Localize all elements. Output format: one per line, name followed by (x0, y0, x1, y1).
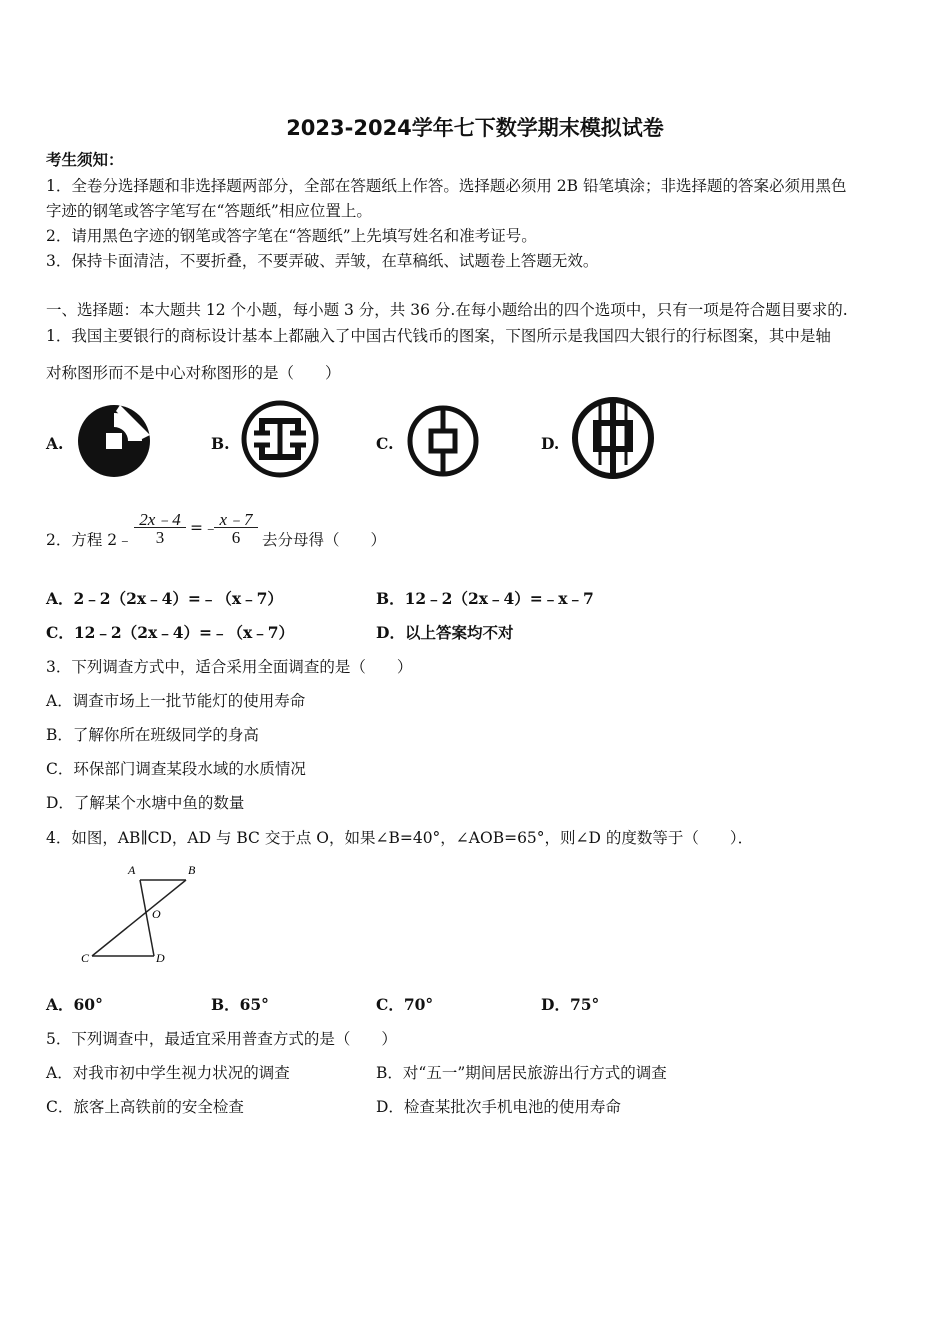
q1-option-a-label: A. (46, 434, 64, 453)
q4-option-d: D．75° (541, 995, 600, 1014)
section-heading: 一、选择题：本大题共 12 个小题，每小题 3 分，共 36 分.在每小题给出的四个选项中，只有一项是符合题目要求的. (46, 301, 848, 319)
q1-stem-line-1: 1．我国主要银行的商标设计基本上都融入了中国古代钱币的图案，下图所示是我国四大银行的行标图案，其中是轴 (46, 327, 831, 345)
abc-logo-icon (405, 403, 481, 479)
q2-equals-sign: =﹣ (190, 519, 219, 537)
q5-option-b: B．对“五一”期间居民旅游出行方式的调查 (376, 1064, 667, 1082)
q4-geometry-figure (76, 860, 206, 970)
icbc-logo-icon (240, 399, 320, 479)
q2-fraction-1-denominator: 3 (155, 528, 165, 547)
q2-stem-prefix: 2．方程 2﹣ (46, 531, 133, 549)
q1-stem-line-2: 对称图形而不是中心对称图形的是（ ） (46, 364, 341, 382)
q2-option-a: A．2﹣2（2x﹣4）=﹣（x﹣7） (46, 589, 283, 608)
notice-heading: 考生须知： (46, 150, 124, 169)
q2-fraction-2 (214, 505, 258, 550)
page-title: 2023-2024学年七下数学期末模拟试卷 (286, 116, 664, 140)
q1-option-c-label: C. (376, 434, 394, 453)
q2-option-b: B．12﹣2（2x﹣4）=﹣x﹣7 (376, 589, 594, 608)
q4-point-d-label: D (156, 951, 165, 965)
q2-stem-suffix: 去分母得（ ） (262, 531, 387, 549)
notice-item-3: 3．保持卡面清洁，不要折叠，不要弄破、弄皱，在草稿纸、试题卷上答题无效。 (46, 252, 599, 270)
notice-item-2: 2．请用黑色字迹的钢笔或答字笔在“答题纸”上先填写姓名和准考证号。 (46, 227, 537, 245)
q3-option-a: A．调查市场上一批节能灯的使用寿命 (46, 692, 306, 710)
q5-option-d: D．检查某批次手机电池的使用寿命 (376, 1098, 621, 1116)
q4-point-a-label: A (128, 863, 136, 877)
q1-option-b-label: B. (211, 434, 230, 453)
q4-stem: 4．如图，AB∥CD，AD 与 BC 交于点 O，如果∠B=40°，∠AOB=65°，则∠D 的度数等于（ ）． (46, 829, 754, 847)
q2-fraction-1 (134, 505, 186, 550)
q2-option-c: C．12﹣2（2x﹣4）=﹣（x﹣7） (46, 623, 295, 642)
q3-option-d: D．了解某个水塘中鱼的数量 (46, 794, 245, 812)
q2-fraction-2-denominator: 6 (231, 528, 241, 547)
q5-option-a: A．对我市初中学生视力状况的调查 (46, 1064, 290, 1082)
notice-item-1-line-2: 字迹的钢笔或答字笔写在“答题纸”相应位置上。 (46, 202, 372, 220)
q4-option-c: C．70° (376, 995, 434, 1014)
q4-option-a: A．60° (46, 995, 103, 1014)
q2-fraction-1-numerator: 2x﹣4 (139, 510, 181, 529)
q3-option-b: B．了解你所在班级同学的身高 (46, 726, 259, 744)
q3-stem: 3．下列调查方式中，适合采用全面调查的是（ ） (46, 658, 413, 676)
ccb-logo-icon (76, 403, 152, 479)
q1-option-d-label: D. (541, 434, 560, 453)
q4-point-b-label: B (188, 863, 196, 877)
notice-item-1-line-1: 1．全卷分选择题和非选择题两部分，全部在答题纸上作答。选择题必须用 2B 铅笔填涂；非选择题的答案必须用黑色 (46, 177, 847, 195)
q5-stem: 5．下列调查中，最适宜采用普查方式的是（ ） (46, 1030, 397, 1048)
q4-point-c-label: C (81, 951, 90, 965)
q4-option-b: B．65° (211, 995, 269, 1014)
q2-fraction-2-numerator: x﹣7 (219, 510, 253, 529)
q3-option-c: C．环保部门调查某段水域的水质情况 (46, 760, 306, 778)
q5-option-c: C．旅客上高铁前的安全检查 (46, 1098, 244, 1116)
q4-point-o-label: O (152, 907, 161, 921)
q2-option-d: D．以上答案均不对 (376, 623, 514, 642)
boc-logo-icon (570, 395, 656, 481)
